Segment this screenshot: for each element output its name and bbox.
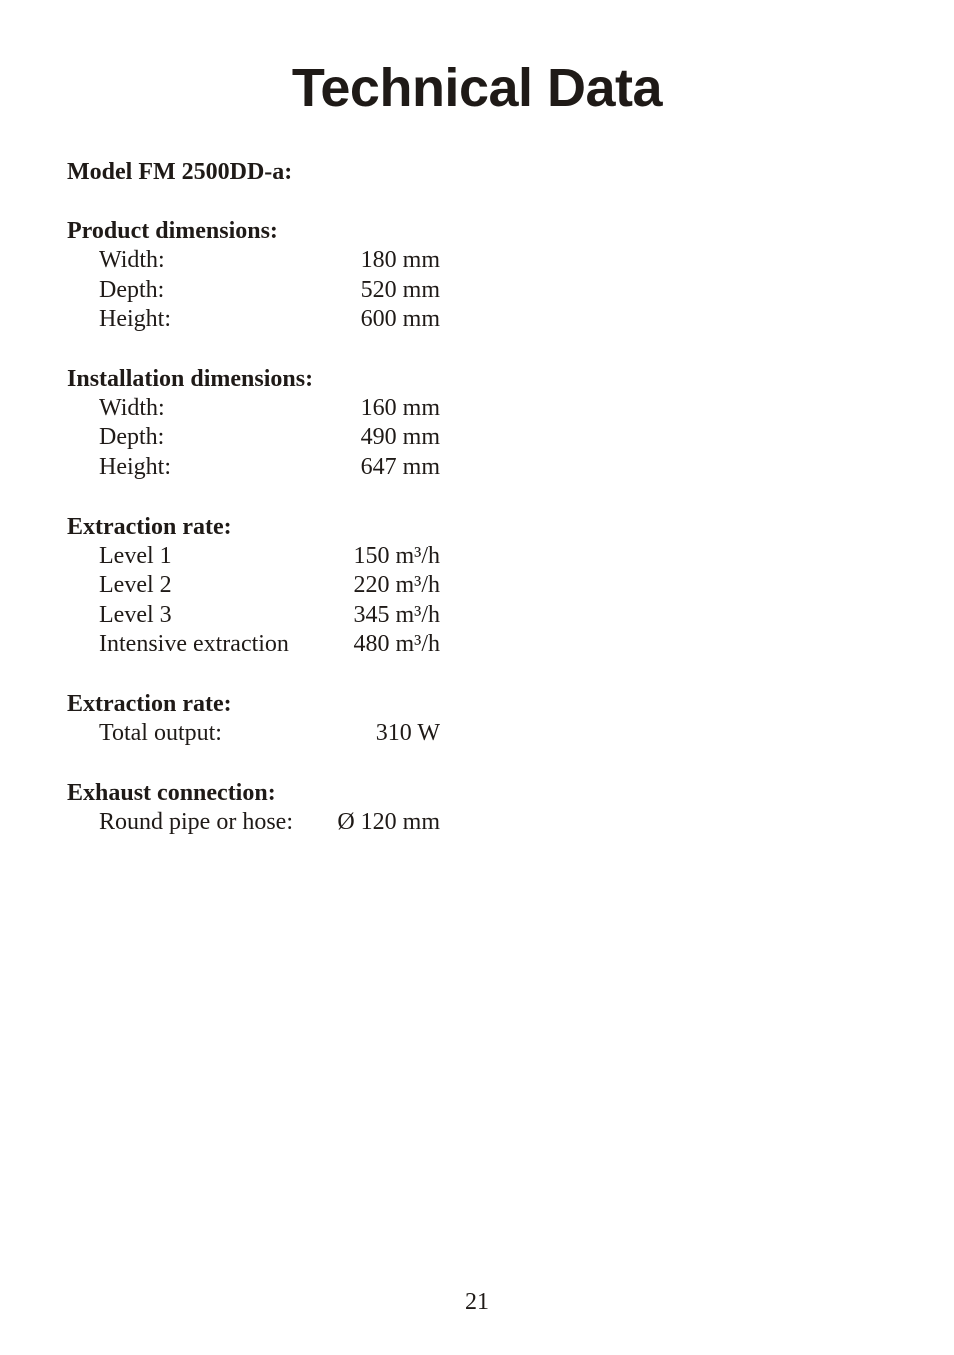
- spec-row: [67, 542, 447, 572]
- spec-label: Height:: [99, 453, 171, 480]
- section-heading: Product dimensions:: [67, 218, 278, 244]
- section-extraction-rate-output: [67, 689, 447, 749]
- section-heading: Extraction rate:: [67, 513, 232, 540]
- spec-value: 600 mm: [360, 306, 440, 333]
- page-number: 21: [465, 1289, 489, 1315]
- technical-data-content: [67, 157, 447, 866]
- section-installation-dimensions: [67, 364, 447, 483]
- page-title: Technical Data: [291, 58, 663, 118]
- spec-row: [67, 719, 447, 749]
- spec-label: Intensive extraction: [99, 631, 289, 658]
- section-exhaust-connection: [67, 778, 447, 838]
- spec-label: Level 3: [99, 601, 172, 628]
- spec-label: Height:: [99, 306, 171, 333]
- spec-label: Width:: [99, 247, 165, 273]
- spec-value: 345 m³/h: [353, 601, 440, 628]
- spec-row: [67, 453, 447, 483]
- section-extraction-rate-levels: [67, 512, 447, 660]
- spec-row: [67, 305, 447, 335]
- spec-label: Depth:: [99, 424, 165, 451]
- spec-label: Level 1: [99, 542, 172, 569]
- spec-row: [67, 246, 447, 276]
- spec-label: Total output:: [99, 719, 222, 746]
- spec-value: 647 mm: [360, 453, 440, 480]
- spec-label: Level 2: [99, 572, 172, 599]
- spec-value: 180 mm: [360, 247, 440, 273]
- spec-value: 220 m³/h: [353, 572, 440, 599]
- spec-value: Ø 120 mm: [337, 808, 440, 835]
- spec-row: [67, 601, 447, 631]
- section-heading: Installation dimensions:: [67, 365, 314, 392]
- spec-row: [67, 423, 447, 453]
- spec-label: Round pipe or hose:: [99, 808, 293, 835]
- model-heading: Model FM 2500DD-a:: [67, 159, 293, 185]
- section-product-dimensions: [67, 216, 447, 335]
- section-heading: Exhaust connection:: [67, 779, 276, 806]
- spec-value: 480 m³/h: [353, 631, 440, 658]
- spec-value: 520 mm: [360, 276, 440, 303]
- spec-value: 490 mm: [360, 424, 440, 451]
- spec-value: 150 m³/h: [353, 542, 440, 569]
- spec-row: [67, 630, 447, 660]
- spec-label: Depth:: [99, 276, 165, 303]
- spec-label: Width:: [99, 394, 165, 421]
- spec-row: [67, 394, 447, 424]
- spec-row: [67, 276, 447, 306]
- spec-value: 310 W: [375, 719, 440, 746]
- spec-row: [67, 808, 447, 838]
- section-heading: Extraction rate:: [67, 690, 232, 717]
- spec-row: [67, 571, 447, 601]
- spec-value: 160 mm: [360, 394, 440, 421]
